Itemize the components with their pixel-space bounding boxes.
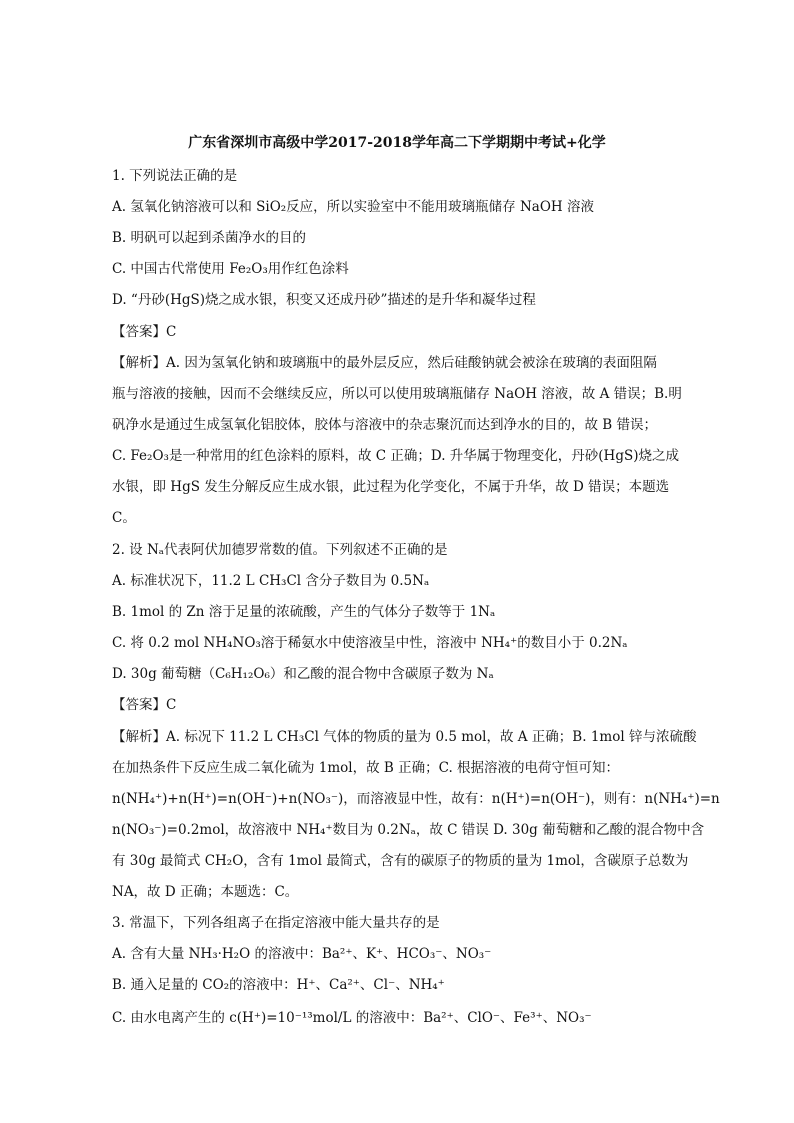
q2-option-c: C. 将 0.2 mol NH₄NO₃溶于稀氨水中使溶液呈中性，溶液中 NH₄⁺的数目小于 0.2Nₐ xyxy=(112,635,628,651)
q1-option-d: D. “丹砂(HgS)烧之成水银，积变又还成丹砂”描述的是升华和凝华过程 xyxy=(112,292,536,308)
q1-answer: 【答案】C xyxy=(112,324,177,340)
q1-analysis-line: 矾净水是通过生成氢氧化铝胶体，胶体与溶液中的杂志聚沉而达到净水的目的，故 B 错误； xyxy=(112,417,658,433)
document-title: 广东省深圳市高级中学2017-2018学年高二下学期期中考试+化学 xyxy=(188,135,606,151)
q2-analysis-line: 在加热条件下反应生成二氧化硫为 1mol，故 B 正确；C. 根据溶液的电荷守恒可知： xyxy=(112,760,620,776)
q2-analysis-line: NA，故 D 正确；本题选：C。 xyxy=(112,884,299,900)
q2-option-a: A. 标准状况下，11.2 L CH₃Cl 含分子数目为 0.5Nₐ xyxy=(112,573,430,589)
q1-analysis-line: 瓶与溶液的接触，因而不会继续反应，所以可以使用玻璃瓶储存 NaOH 溶液，故 A 错误；B.明 xyxy=(112,386,682,402)
q1-analysis-line: C. Fe₂O₃是一种常用的红色涂料的原料，故 C 正确；D. 升华属于物理变化，丹砂(HgS)烧之成 xyxy=(112,448,679,464)
q2-answer: 【答案】C xyxy=(112,697,177,713)
q1-option-c: C. 中国古代常使用 Fe₂O₃用作红色涂料 xyxy=(112,261,349,277)
q1-analysis-line: 【解析】A. 因为氢氧化钠和玻璃瓶中的最外层反应，然后硅酸钠就会被涂在玻璃的表面阻隔 xyxy=(112,355,657,371)
q1-analysis-line: 水银，即 HgS 发生分解反应生成水银，此过程为化学变化，不属于升华，故 D 错误；本题选 xyxy=(112,479,670,495)
q2-stem: 2. 设 Nₐ代表阿伏加德罗常数的值。下列叙述不正确的是 xyxy=(112,542,448,558)
q3-stem: 3. 常温下，下列各组离子在指定溶液中能大量共存的是 xyxy=(112,915,440,931)
q2-analysis xyxy=(112,722,720,908)
q2-analysis-line: n(NO₃⁻)=0.2mol，故溶液中 NH₄⁺数目为 0.2Nₐ，故 C 错误 D. 30g 葡萄糖和乙酸的混合物中含 xyxy=(112,822,705,838)
q1-analysis xyxy=(112,348,684,534)
q1-analysis-line: C。 xyxy=(112,510,136,526)
q1-stem: 1. 下列说法正确的是 xyxy=(112,168,238,184)
q2-analysis-line: 【解析】A. 标况下 11.2 L CH₃Cl 气体的物质的量为 0.5 mol，故 A 正确；B. 1mol 锌与浓硫酸 xyxy=(112,729,697,745)
q2-analysis-line: n(NH₄⁺)+n(H⁺)=n(OH⁻)+n(NO₃⁻)，而溶液显中性，故有：n(H⁺)=n(OH⁻)，则有：n(NH₄⁺)=n xyxy=(112,791,720,807)
q1-option-a: A. 氢氧化钠溶液可以和 SiO₂反应，所以实验室中不能用玻璃瓶储存 NaOH 溶液 xyxy=(112,199,594,215)
q3-option-a: A. 含有大量 NH₃·H₂O 的溶液中：Ba²⁺、K⁺、HCO₃⁻、NO₃⁻ xyxy=(112,946,492,962)
q1-option-b: B. 明矾可以起到杀菌净水的目的 xyxy=(112,230,307,246)
q2-option-b: B. 1mol 的 Zn 溶于足量的浓硫酸，产生的气体分子数等于 1Nₐ xyxy=(112,604,496,620)
q2-analysis-line: 有 30g 最简式 CH₂O，含有 1mol 最简式，含有的碳原子的物质的量为 1mol，含碳原子总数为 xyxy=(112,853,689,869)
q3-option-b: B. 通入足量的 CO₂的溶液中：H⁺、Ca²⁺、Cl⁻、NH₄⁺ xyxy=(112,977,445,993)
q3-option-c: C. 由水电离产生的 c(H⁺)=10⁻¹³mol/L 的溶液中：Ba²⁺、ClO⁻、Fe³⁺、NO₃⁻ xyxy=(112,1010,592,1026)
q2-option-d: D. 30g 葡萄糖（C₆H₁₂O₆）和乙酸的混合物中含碳原子数为 Nₐ xyxy=(112,666,494,682)
